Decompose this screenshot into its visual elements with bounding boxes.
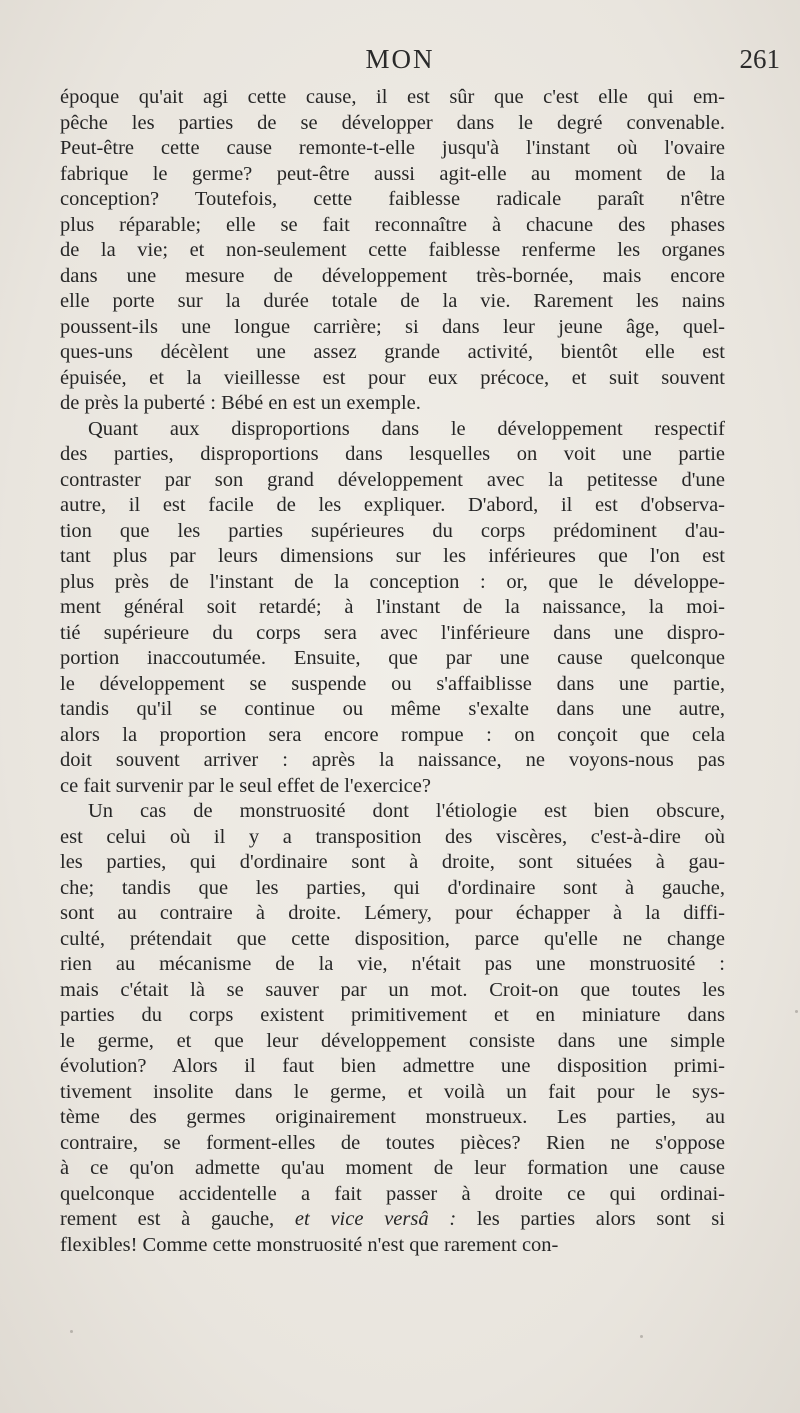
paragraph-3 xyxy=(60,799,725,1258)
text-line: contraster par son grand développement avec la petitesse d'une xyxy=(60,468,725,491)
text-line: mais c'était là se sauver par un mot. Croit-on que toutes les xyxy=(60,978,725,1001)
page-header xyxy=(0,44,800,84)
text-line: épuisée, et la vieillesse est pour eux précoce, et suit souvent xyxy=(60,366,725,389)
text-line: tandis qu'il se continue ou même s'exalte dans une autre, xyxy=(60,698,725,720)
text-line: est celui où il y a transposition des viscères, c'est-à-dire où xyxy=(60,825,725,848)
text-line: culté, prétendait que cette disposition, parce qu'elle ne change xyxy=(60,927,725,950)
text-line: de près la puberté : Bébé en est un exemple. xyxy=(60,392,421,414)
text-line: parties du corps existent primitivement et en miniature dans xyxy=(60,1004,725,1026)
text-line: contraire, se forment-elles de toutes pièces? Rien ne s'oppose xyxy=(60,1131,725,1154)
text-line: évolution? Alors il faut bien admettre une disposition primi- xyxy=(60,1055,725,1077)
page-number: 261 xyxy=(739,44,780,74)
running-head: MON xyxy=(365,44,435,74)
text-line: de la vie; et non-seulement cette faiblesse renferme les organes xyxy=(60,239,725,261)
text-line: le développement se suspende ou s'affaiblisse dans une partie, xyxy=(60,672,725,695)
paper-speck xyxy=(640,1335,643,1338)
paper-speck xyxy=(795,1010,798,1013)
text-segment: les parties alors sont si xyxy=(456,1208,725,1230)
text-line: tème des germes originairement monstrueux. Les parties, au xyxy=(60,1106,725,1128)
text-line: ques-uns décèlent une assez grande activité, bientôt elle est xyxy=(60,341,725,363)
text-line: fabrique le germe? peut-être aussi agit-elle au moment de la xyxy=(60,162,725,185)
text-line: tion que les parties supérieures du corps prédominent d'au- xyxy=(60,519,725,542)
text-line: pêche les parties de se développer dans le degré convenable. xyxy=(60,111,725,134)
text-line: dans une mesure de développement très-bornée, mais encore xyxy=(60,264,725,287)
text-line: rien au mécanisme de la vie, n'était pas une monstruosité : xyxy=(60,953,725,975)
text-line: che; tandis que les parties, qui d'ordinaire sont à gauche, xyxy=(60,876,725,899)
paper-speck xyxy=(70,1330,73,1333)
text-line: doit souvent arriver : après la naissance, ne voyons-nous pas xyxy=(60,749,725,771)
paragraph-2 xyxy=(60,417,725,800)
text-line: Quant aux disproportions dans le développement respectif xyxy=(88,417,725,440)
text-line: ment général soit retardé; à l'instant de la naissance, la moi- xyxy=(60,596,725,618)
text-line: le germe, et que leur développement consiste dans une simple xyxy=(60,1029,725,1052)
text-line: époque qu'ait agi cette cause, il est sûr que c'est elle qui em- xyxy=(60,86,725,108)
text-line: conception? Toutefois, cette faiblesse radicale paraît n'être xyxy=(60,188,725,210)
text-line: à ce qu'on admette qu'au moment de leur formation une cause xyxy=(60,1157,725,1179)
text-line: quelconque accidentelle a fait passer à droite ce qui ordinai- xyxy=(60,1182,725,1205)
body-text xyxy=(60,85,725,1258)
text-line: alors la proportion sera encore rompue : on conçoit que cela xyxy=(60,723,725,746)
text-line: autre, il est facile de les expliquer. D'abord, il est d'observa- xyxy=(60,494,725,516)
text-line: Un cas de monstruosité dont l'étiologie est bien obscure, xyxy=(88,800,725,822)
text-line: tant plus par leurs dimensions sur les inférieures que l'on est xyxy=(60,545,725,567)
text-line: les parties, qui d'ordinaire sont à droite, sont situées à gau- xyxy=(60,851,725,873)
text-line: poussent-ils une longue carrière; si dans leur jeune âge, quel- xyxy=(60,315,725,338)
text-line: tivement insolite dans le germe, et voilà un fait pour le sys- xyxy=(60,1080,725,1103)
text-line: elle porte sur la durée totale de la vie. Rarement les nains xyxy=(60,290,725,312)
text-line-mixed xyxy=(60,1207,725,1233)
paragraph-1 xyxy=(60,85,725,417)
text-line: Peut-être cette cause remonte-t-elle jusqu'à l'instant où l'ovaire xyxy=(60,137,725,159)
text-line: flexibles! Comme cette monstruosité n'est que rarement con- xyxy=(60,1233,559,1256)
text-line: sont au contraire à droite. Lémery, pour échapper à la diffi- xyxy=(60,902,725,924)
text-segment: rement est à gauche, xyxy=(60,1208,295,1230)
italic-phrase: et vice versâ : xyxy=(294,1208,457,1230)
text-line: ce fait survenir par le seul effet de l'exercice? xyxy=(60,774,431,797)
text-line: plus réparable; elle se fait reconnaître à chacune des phases xyxy=(60,213,725,236)
text-line: des parties, disproportions dans lesquelles on voit une partie xyxy=(60,443,725,465)
text-line: tié supérieure du corps sera avec l'inférieure dans une dispro- xyxy=(60,621,725,644)
text-line: plus près de l'instant de la conception : or, que le développe- xyxy=(60,570,725,593)
text-line: portion inaccoutumée. Ensuite, que par une cause quelconque xyxy=(60,647,725,669)
